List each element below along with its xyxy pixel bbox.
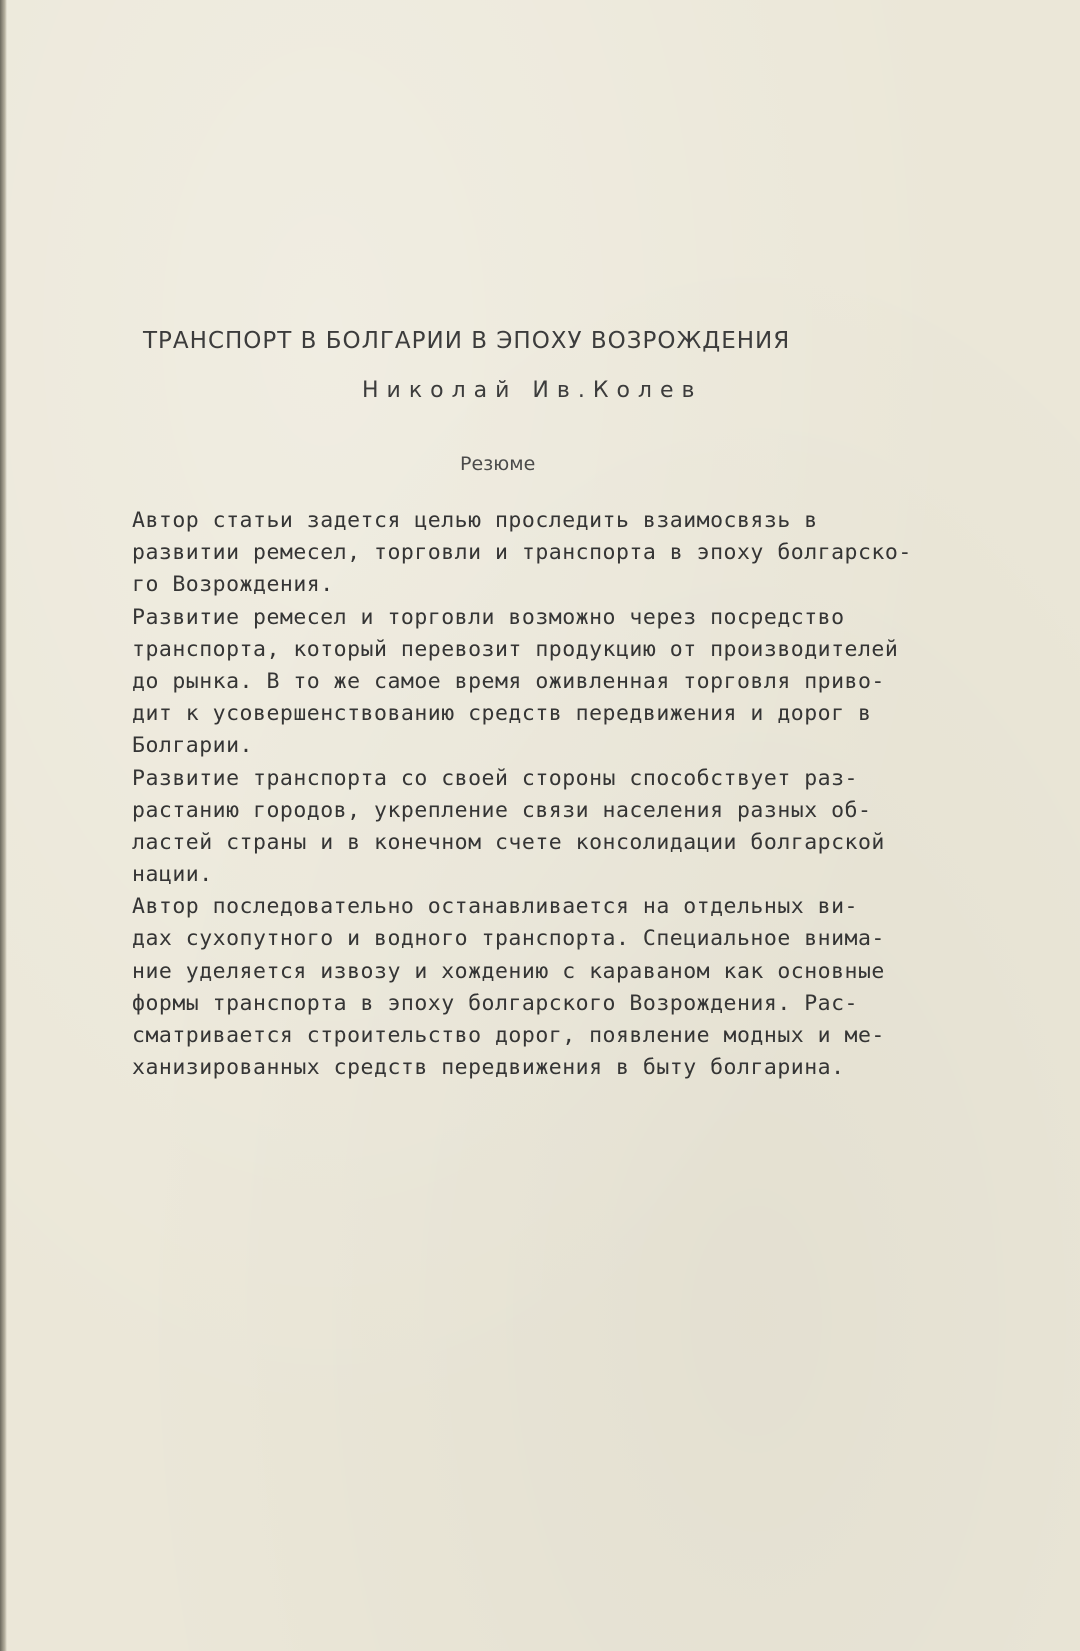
paragraph-line: сматривается строительство дорог, появление модных и ме- [132,1023,885,1048]
paragraph-line: Автор статьи задется целью проследить взаимосвязь в [132,508,818,533]
paragraph-line: дит к усовершенствованию средств передвижения и дорог в [132,701,872,727]
paragraph-line: развитии ремесел, торговли и транспорта в эпоху болгарско- [132,540,912,566]
paragraph-line: ханизированных средств передвижения в быту болгарина. [132,1055,845,1081]
paragraph-1 [132,505,932,602]
paragraph-line: растанию городов, укрепление связи населения разных об- [132,797,872,823]
summary-heading: Резюме [460,453,536,475]
paragraph-line: Болгарии. [132,733,253,759]
paragraph-line: го Возрождения. [132,572,334,598]
article-author: Николай Ив.Колев [362,378,703,403]
paragraph-line: Автор последовательно останавливается на отдельных ви- [132,894,858,920]
paragraph-line: нации. [132,862,213,888]
paragraph-line: формы транспорта в эпоху болгарского Возрождения. Рас- [132,990,858,1016]
paragraph-3 [132,763,932,892]
paragraph-line: Развитие ремесел и торговли возможно через посредство [132,604,845,630]
paragraph-line: Развитие транспорта со своей стороны способствует раз- [132,765,858,791]
paragraph-line: ластей страны и в конечном счете консолидации болгарской [132,829,885,855]
paragraph-line: транспорта, который перевозит продукцию от производителей [132,636,899,662]
article-title: ТРАНСПОРТ В БОЛГАРИИ В ЭПОХУ ВОЗРОЖДЕНИЯ [143,328,791,354]
paragraph-4 [132,891,932,1084]
paragraph-2 [132,602,932,763]
summary-body [132,505,932,1084]
paragraph-line: дах сухопутного и водного транспорта. Специальное внима- [132,926,885,952]
paragraph-line: до рынка. В то же самое время оживленная торговля приво- [132,668,885,694]
paragraph-line: ние уделяется извозу и хождению с караваном как основные [132,958,885,984]
